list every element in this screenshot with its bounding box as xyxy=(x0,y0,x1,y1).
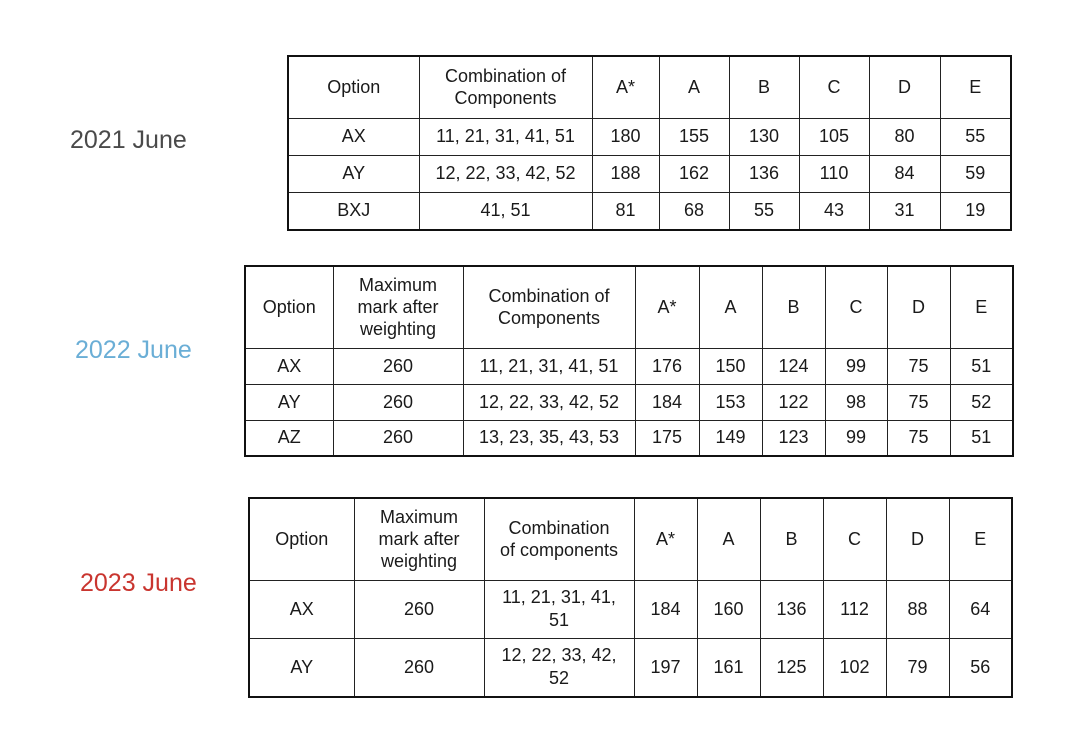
column-header: Combination of Components xyxy=(419,56,592,118)
table-cell: 31 xyxy=(869,192,940,230)
table-cell: 155 xyxy=(659,118,729,155)
table-cell: 260 xyxy=(333,420,463,456)
table-cell: 136 xyxy=(729,155,799,192)
table-cell: 260 xyxy=(333,384,463,420)
table-cell: 176 xyxy=(635,348,699,384)
column-header: C xyxy=(823,498,886,580)
table-cell: 12, 22, 33, 42, 52 xyxy=(463,384,635,420)
table-cell: 260 xyxy=(354,580,484,638)
table-cell: 260 xyxy=(354,638,484,697)
column-header: Combination of Components xyxy=(463,266,635,348)
table-cell: 59 xyxy=(940,155,1011,192)
table-cell: 43 xyxy=(799,192,869,230)
year-label-2021: 2021 June xyxy=(70,126,187,154)
table-cell: 122 xyxy=(762,384,825,420)
column-header: C xyxy=(799,56,869,118)
option-cell: AX xyxy=(249,580,354,638)
table-cell: 105 xyxy=(799,118,869,155)
table-cell: 75 xyxy=(887,384,950,420)
option-cell: BXJ xyxy=(288,192,419,230)
table-row xyxy=(288,192,1011,230)
column-header: Maximum mark after weighting xyxy=(354,498,484,580)
option-cell: AX xyxy=(245,348,333,384)
table-cell: 136 xyxy=(760,580,823,638)
table-row xyxy=(249,580,1012,638)
table-cell: 184 xyxy=(634,580,697,638)
table-cell: 79 xyxy=(886,638,949,697)
column-header: A xyxy=(699,266,762,348)
table-cell: 12, 22, 33, 42, 52 xyxy=(484,638,634,697)
table-cell: 153 xyxy=(699,384,762,420)
column-header: D xyxy=(869,56,940,118)
table-cell: 68 xyxy=(659,192,729,230)
year-label-2023: 2023 June xyxy=(80,569,197,597)
table-cell: 41, 51 xyxy=(419,192,592,230)
table-cell: 81 xyxy=(592,192,659,230)
table-cell: 52 xyxy=(950,384,1013,420)
column-header: C xyxy=(825,266,887,348)
header-row xyxy=(288,56,1011,118)
table-row xyxy=(249,638,1012,697)
column-header: Option xyxy=(288,56,419,118)
table-cell: 11, 21, 31, 41, 51 xyxy=(463,348,635,384)
table-cell: 180 xyxy=(592,118,659,155)
year-label-2022: 2022 June xyxy=(75,336,192,364)
grade-table-2022 xyxy=(244,265,1014,457)
table-row xyxy=(288,155,1011,192)
table-cell: 55 xyxy=(729,192,799,230)
table-cell: 102 xyxy=(823,638,886,697)
table-row xyxy=(245,348,1013,384)
table-row xyxy=(245,384,1013,420)
column-header: A* xyxy=(634,498,697,580)
table-cell: 110 xyxy=(799,155,869,192)
option-cell: AZ xyxy=(245,420,333,456)
table-cell: 55 xyxy=(940,118,1011,155)
table-cell: 184 xyxy=(635,384,699,420)
table-row xyxy=(288,118,1011,155)
option-cell: AY xyxy=(249,638,354,697)
table-cell: 19 xyxy=(940,192,1011,230)
table-cell: 260 xyxy=(333,348,463,384)
table-cell: 11, 21, 31, 41, 51 xyxy=(419,118,592,155)
table-row xyxy=(245,420,1013,456)
table-cell: 11, 21, 31, 41, 51 xyxy=(484,580,634,638)
column-header: B xyxy=(762,266,825,348)
grade-table-2023 xyxy=(248,497,1013,698)
table-cell: 56 xyxy=(949,638,1012,697)
column-header: B xyxy=(760,498,823,580)
column-header: B xyxy=(729,56,799,118)
table-cell: 88 xyxy=(886,580,949,638)
table-cell: 162 xyxy=(659,155,729,192)
column-header: Option xyxy=(245,266,333,348)
option-cell: AX xyxy=(288,118,419,155)
table-cell: 130 xyxy=(729,118,799,155)
column-header: D xyxy=(886,498,949,580)
column-header: Combination of components xyxy=(484,498,634,580)
option-cell: AY xyxy=(245,384,333,420)
table-cell: 125 xyxy=(760,638,823,697)
header-row xyxy=(249,498,1012,580)
column-header: E xyxy=(949,498,1012,580)
column-header: A xyxy=(659,56,729,118)
column-header: A xyxy=(697,498,760,580)
table-cell: 84 xyxy=(869,155,940,192)
option-cell: AY xyxy=(288,155,419,192)
table-cell: 149 xyxy=(699,420,762,456)
column-header: Option xyxy=(249,498,354,580)
table-cell: 150 xyxy=(699,348,762,384)
table-cell: 51 xyxy=(950,420,1013,456)
table-cell: 197 xyxy=(634,638,697,697)
grade-table-2021 xyxy=(287,55,1012,231)
table-cell: 98 xyxy=(825,384,887,420)
header-row xyxy=(245,266,1013,348)
column-header: A* xyxy=(592,56,659,118)
table-cell: 75 xyxy=(887,420,950,456)
table-cell: 75 xyxy=(887,348,950,384)
table-cell: 188 xyxy=(592,155,659,192)
table-cell: 64 xyxy=(949,580,1012,638)
table-cell: 123 xyxy=(762,420,825,456)
table-cell: 161 xyxy=(697,638,760,697)
table-cell: 51 xyxy=(950,348,1013,384)
column-header: E xyxy=(940,56,1011,118)
table-cell: 124 xyxy=(762,348,825,384)
table-cell: 99 xyxy=(825,420,887,456)
table-cell: 99 xyxy=(825,348,887,384)
column-header: A* xyxy=(635,266,699,348)
column-header: E xyxy=(950,266,1013,348)
table-cell: 13, 23, 35, 43, 53 xyxy=(463,420,635,456)
table-cell: 112 xyxy=(823,580,886,638)
table-cell: 12, 22, 33, 42, 52 xyxy=(419,155,592,192)
table-cell: 175 xyxy=(635,420,699,456)
table-cell: 80 xyxy=(869,118,940,155)
column-header: Maximum mark after weighting xyxy=(333,266,463,348)
table-cell: 160 xyxy=(697,580,760,638)
column-header: D xyxy=(887,266,950,348)
